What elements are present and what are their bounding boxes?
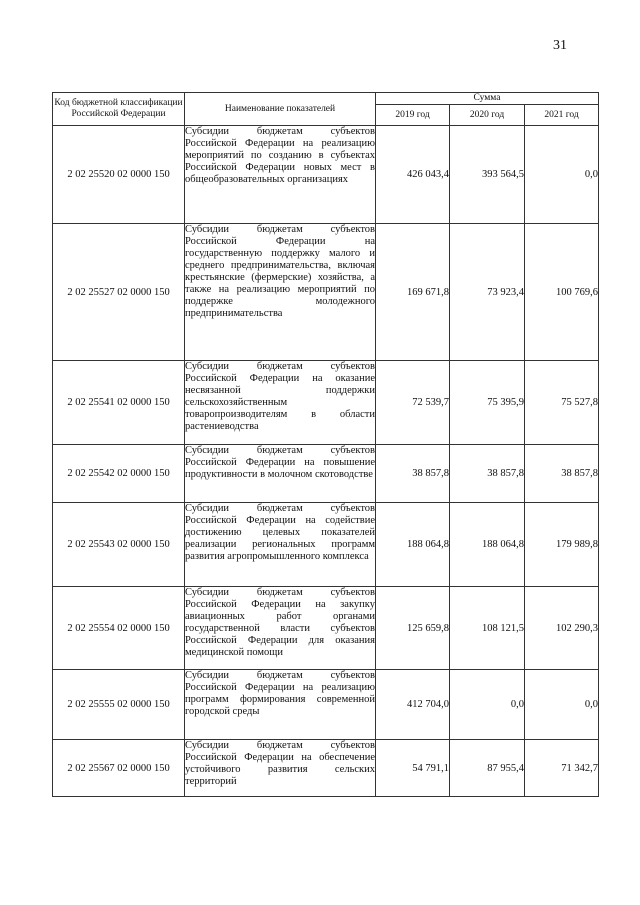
row-value-2021: 102 290,3 xyxy=(525,587,599,670)
row-name: Субсидии бюджетам субъектов Российской Федерации на содействие достижению целевых показателей реализации региональных программ развития агропромышленного комплекса xyxy=(185,503,376,587)
table-row xyxy=(53,224,599,361)
row-value-2021: 0,0 xyxy=(525,670,599,740)
row-value-2020: 73 923,4 xyxy=(450,224,525,361)
row-value-2020: 393 564,5 xyxy=(450,126,525,224)
table-row xyxy=(53,503,599,587)
table-row xyxy=(53,361,599,445)
page-number: 31 xyxy=(553,38,567,53)
row-name: Субсидии бюджетам субъектов Российской Федерации на государственную поддержку малого и среднего предпринимательства, включая крестьянские (фермерские) хозяйства, а также на реализацию мероприятий по поддержке молодежного предпринимательства xyxy=(185,224,376,361)
row-value-2019: 412 704,0 xyxy=(376,670,450,740)
row-value-2019: 188 064,8 xyxy=(376,503,450,587)
row-value-2019: 54 791,1 xyxy=(376,740,450,797)
header-year-2020: 2020 год xyxy=(450,105,525,126)
header-year-2021: 2021 год xyxy=(525,105,599,126)
row-code: 2 02 25543 02 0000 150 xyxy=(53,503,185,587)
row-name: Субсидии бюджетам субъектов Российской Федерации на реализацию мероприятий по созданию в субъектах Российской Федерации новых мест в общеобразовательных организациях xyxy=(185,126,376,224)
row-value-2021: 71 342,7 xyxy=(525,740,599,797)
header-year-2019: 2019 год xyxy=(376,105,450,126)
row-value-2020: 108 121,5 xyxy=(450,587,525,670)
header-name: Наименование показателей xyxy=(185,93,376,126)
row-value-2021: 0,0 xyxy=(525,126,599,224)
row-value-2019: 125 659,8 xyxy=(376,587,450,670)
row-name: Субсидии бюджетам субъектов Российской Федерации на обеспечение устойчивого развития сельских территорий xyxy=(185,740,376,797)
table-row xyxy=(53,445,599,503)
row-code: 2 02 25542 02 0000 150 xyxy=(53,445,185,503)
header-code: Код бюджетной классификации Российской Федерации xyxy=(53,93,185,126)
row-value-2020: 75 395,9 xyxy=(450,361,525,445)
row-code: 2 02 25554 02 0000 150 xyxy=(53,587,185,670)
row-code: 2 02 25541 02 0000 150 xyxy=(53,361,185,445)
row-code: 2 02 25527 02 0000 150 xyxy=(53,224,185,361)
row-code: 2 02 25567 02 0000 150 xyxy=(53,740,185,797)
row-value-2020: 188 064,8 xyxy=(450,503,525,587)
row-value-2021: 100 769,6 xyxy=(525,224,599,361)
table-row xyxy=(53,740,599,797)
row-name: Субсидии бюджетам субъектов Российской Федерации на закупку авиационных работ органами государственной власти субъектов Российской Федерации для оказания медицинской помощи xyxy=(185,587,376,670)
row-value-2019: 72 539,7 xyxy=(376,361,450,445)
row-value-2020: 38 857,8 xyxy=(450,445,525,503)
row-value-2021: 75 527,8 xyxy=(525,361,599,445)
row-value-2020: 87 955,4 xyxy=(450,740,525,797)
row-value-2021: 179 989,8 xyxy=(525,503,599,587)
row-value-2019: 426 043,4 xyxy=(376,126,450,224)
row-name: Субсидии бюджетам субъектов Российской Федерации на оказание несвязанной поддержки сельскохозяйственным товаропроизводителям в области растениеводства xyxy=(185,361,376,445)
table-row xyxy=(53,126,599,224)
row-code: 2 02 25520 02 0000 150 xyxy=(53,126,185,224)
row-name: Субсидии бюджетам субъектов Российской Федерации на повышение продуктивности в молочном скотоводстве xyxy=(185,445,376,503)
budget-table xyxy=(52,92,599,797)
row-value-2021: 38 857,8 xyxy=(525,445,599,503)
row-value-2019: 169 671,8 xyxy=(376,224,450,361)
row-value-2019: 38 857,8 xyxy=(376,445,450,503)
row-name: Субсидии бюджетам субъектов Российской Федерации на реализацию программ формирования современной городской среды xyxy=(185,670,376,740)
table-row xyxy=(53,670,599,740)
table-row xyxy=(53,587,599,670)
row-code: 2 02 25555 02 0000 150 xyxy=(53,670,185,740)
header-sum: Сумма xyxy=(376,93,599,105)
row-value-2020: 0,0 xyxy=(450,670,525,740)
